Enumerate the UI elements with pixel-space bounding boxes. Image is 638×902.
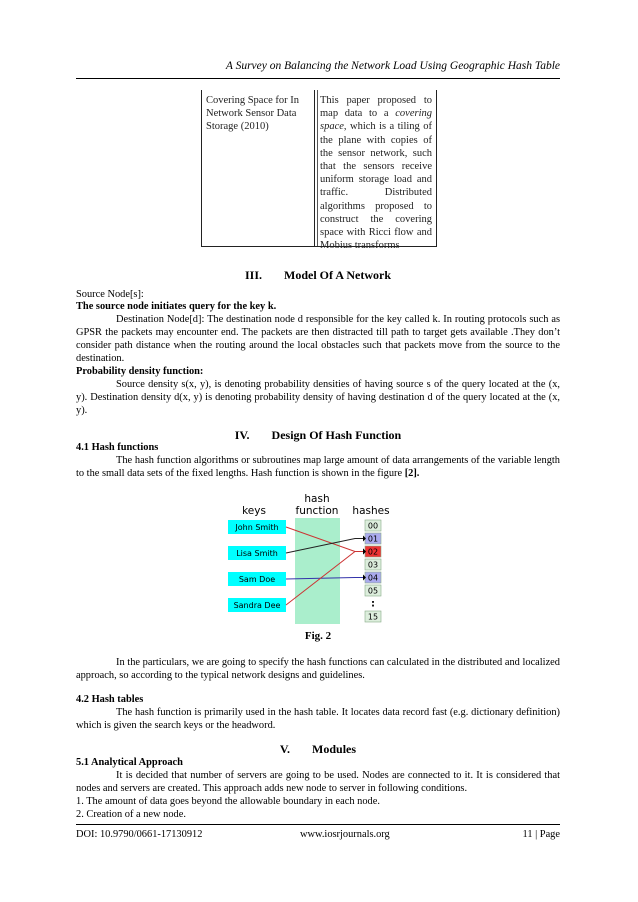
key-label: John Smith	[235, 523, 279, 532]
section-heading-3	[76, 268, 560, 283]
table-cell-description-line: uniform storage load and	[320, 174, 432, 186]
hash-function-band	[295, 518, 340, 624]
page-footer	[76, 824, 560, 840]
table-cell-description-line: construct the covering	[320, 213, 432, 225]
figure-label-hash: hash	[304, 493, 330, 505]
destination-node-paragraph: Destination Node[d]: The destination node d responsible for the key called k. In routing protocols such as GPSR the packets may encounter end. The packets are then distracted till path to target gets available .They don’t consider path distance when the routing around the local obstacles such that packets move from the source to the destination.	[76, 314, 560, 364]
probability-density-heading: Probability density function:	[76, 366, 204, 377]
table-cell-title-line: Storage (2010)	[206, 121, 269, 133]
table-divider	[317, 90, 318, 246]
hash-label: 00	[367, 521, 379, 531]
footer-doi: DOI: 10.9790/0661-17130912	[76, 829, 203, 840]
table-cell-description-line: space with Ricci flow and	[320, 226, 432, 238]
footer-website: www.iosrjournals.org	[300, 829, 390, 840]
source-node-statement: The source node initiates query for the key k.	[76, 301, 277, 312]
hash-label: 04	[367, 573, 379, 583]
hash-label: 03	[367, 560, 379, 570]
hash-tables-paragraph: The hash function is primarily used in the hash table. It locates data record fast (e.g. dictionary definition) which is given the search keys or the headword.	[76, 707, 560, 731]
table-cell-description-line: Mobius transforms	[320, 240, 400, 252]
section-number: V.	[279, 742, 291, 756]
hash-label: 15	[367, 612, 379, 622]
subsection-heading-5-1: 5.1 Analytical Approach	[76, 757, 183, 768]
section-heading-5	[76, 742, 560, 757]
footer-page-number: 11 | Page	[522, 829, 560, 840]
table-cell-description-line: the sensor network, such	[320, 147, 432, 159]
key-label: Sam Doe	[238, 575, 276, 584]
hash-label: 01	[367, 534, 379, 544]
section-title: Design Of Hash Function	[271, 428, 402, 442]
table-cell-description-line: map data to a covering	[320, 108, 432, 120]
hash-label: :	[371, 598, 375, 610]
table-cell-description	[320, 94, 432, 252]
hash-label: 02	[367, 547, 379, 557]
table-cell-title-line: Covering Space for In	[206, 95, 300, 106]
running-header: A Survey on Balancing the Network Load Using Geographic Hash Table	[76, 60, 560, 79]
subsection-heading-4-1: 4.1 Hash functions	[76, 442, 159, 453]
table-cell-description-line: traffic. Distributed	[320, 187, 432, 199]
figure-label-function: function	[295, 505, 339, 517]
key-label: Lisa Smith	[236, 549, 278, 558]
table-cell-description-line: algorithms proposed to	[320, 200, 432, 212]
section-number: IV.	[234, 428, 250, 442]
table-divider	[314, 90, 315, 246]
hash-label: 05	[367, 586, 379, 596]
source-node-label: Source Node[s]:	[76, 289, 144, 300]
key-label: Sandra Dee	[233, 601, 281, 610]
table-cell-title	[206, 94, 312, 134]
analytical-approach-paragraph: It is decided that number of servers are going to be used. Nodes are connected to it. It is considered that nodes and servers are created. This approach adds new node to server in following conditions.	[76, 770, 560, 794]
table-cell-description-line: space, which is a tiling of	[320, 121, 432, 133]
survey-table-row	[201, 90, 437, 252]
table-cell-description-line: the plane with copies of	[320, 134, 432, 146]
section-title: Modules	[312, 742, 357, 756]
hash-function-figure	[225, 488, 395, 628]
figure-label-hashes: hashes	[352, 505, 390, 517]
section-title: Model Of A Network	[284, 268, 391, 282]
table-cell-description-line: that the sensors receive	[320, 160, 432, 172]
hash-functions-paragraph	[76, 454, 560, 480]
hash-functions-text: The hash function algorithms or subroutines map large amount of data arrangements of the variable length to the small data sets of the fixed lengths. Hash function is shown in the figure	[76, 455, 560, 479]
figure-label-keys: keys	[242, 505, 266, 517]
table-cell-title-line: Network Sensor Data	[206, 108, 297, 120]
figure-caption: Fig. 2	[304, 630, 332, 642]
probability-density-paragraph: Source density s(x, y), is denoting probability densities of having source s of the query located at the (x, y). Destination density d(x, y) is denoting probability density of having destination d of the query located at the (x, y).	[76, 379, 560, 416]
list-item: 1. The amount of data goes beyond the allowable boundary in each node.	[76, 796, 380, 807]
list-item: 2. Creation of a new node.	[76, 809, 186, 820]
section-number: III.	[244, 268, 262, 282]
table-cell-description-line: This paper proposed to	[320, 95, 432, 106]
subsection-heading-4-2: 4.2 Hash tables	[76, 694, 144, 705]
hash-functions-paragraph-2: In the particulars, we are going to specify the hash functions can calculated in the distributed and localized approach, so according to the typical network designs and guidelines.	[76, 657, 560, 681]
figure-reference: [2].	[404, 468, 420, 479]
